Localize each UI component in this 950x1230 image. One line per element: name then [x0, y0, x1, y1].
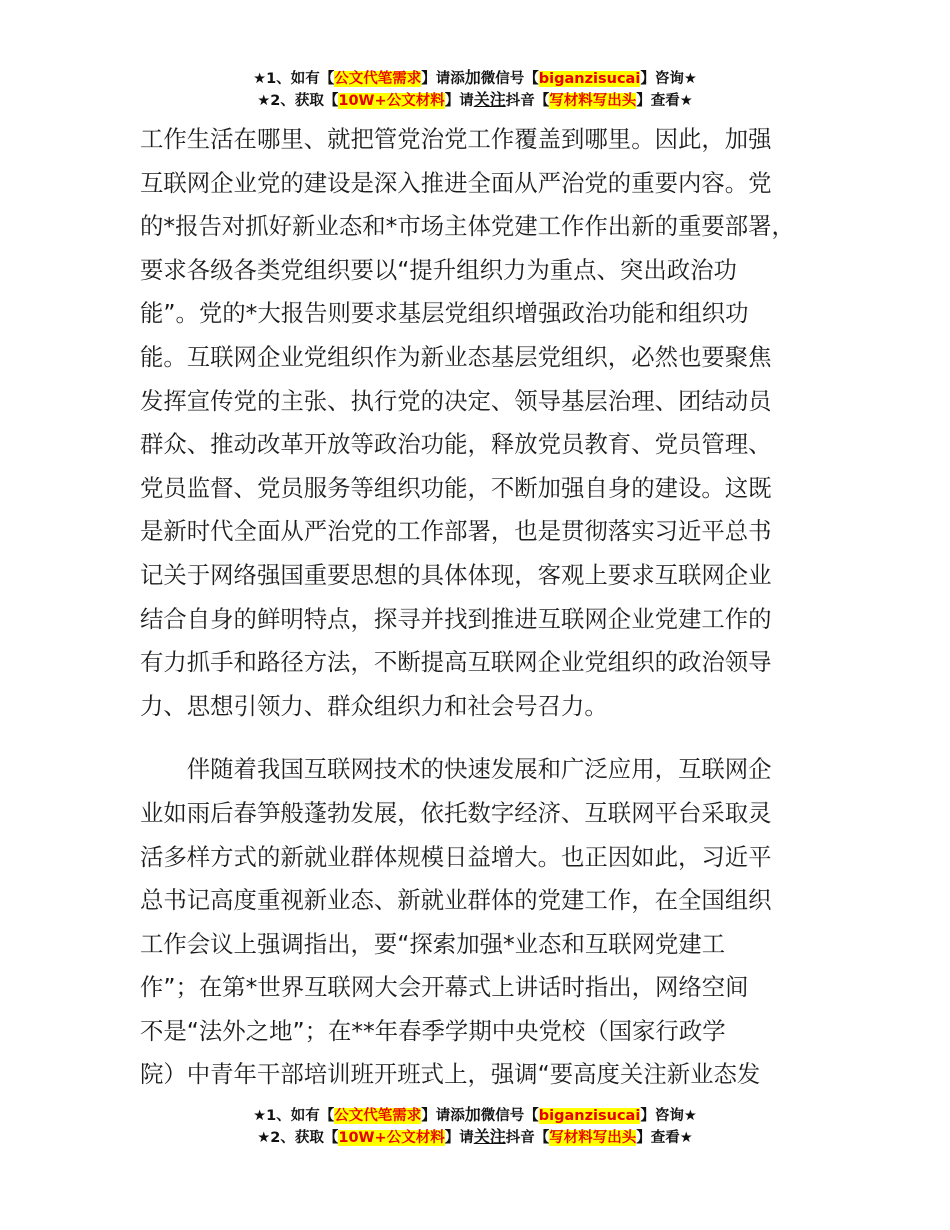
text-line: 有力抓手和路径方法，不断提高互联网企业党组织的政治领导 — [140, 648, 772, 677]
text-line: 互联网企业党的建设是深入推进全面从严治党的重要内容。党 — [140, 168, 772, 197]
text-line: 是新时代全面从严治党的工作部署，也是贯彻落实习近平总书 — [140, 517, 772, 546]
star-icon: ★ — [257, 93, 271, 109]
wechat-id-highlight: biganzisucai — [538, 71, 641, 87]
text-line: 能。互联网企业党组织作为新业态基层党组织，必然也要聚焦 — [140, 342, 772, 371]
star-icon: ★ — [253, 1108, 267, 1124]
text-line: 作”；在第*世界互联网大会开幕式上讲话时指出，网络空间 — [140, 973, 749, 1002]
text-line: 要求各级各类党组织要以“提升组织力为重点、突出政治功 — [140, 255, 737, 284]
text-line: 总书记高度重视新业态、新就业群体的党建工作，在全国组织 — [140, 886, 772, 915]
text-line: 业如雨后春笋般蓬勃发展，依托数字经济、互联网平台采取灵 — [140, 798, 772, 827]
star-icon: ★ — [257, 1130, 271, 1146]
paragraph-2 — [140, 748, 820, 1097]
text-line: 群众、推动改革开放等政治功能，释放党员教育、党员管理、 — [140, 430, 772, 459]
paragraph-gap — [140, 728, 820, 748]
text-line: 的*报告对抓好新业态和*市场主体党建工作作出新的重要部署， — [140, 212, 795, 241]
text-line: 活多样方式的新就业群体规模日益增大。也正因如此，习近平 — [140, 842, 772, 871]
text-line: 伴随着我国互联网技术的快速发展和广泛应用，互联网企 — [140, 755, 772, 784]
document-body — [140, 118, 820, 1097]
ghostwriting-highlight: 公文代笔需求 — [334, 71, 422, 87]
text-line: 工作会议上强调指出，要“探索加强*业态和互联网党建工 — [140, 929, 726, 958]
materials-highlight: 10W+公文材料 — [338, 1130, 445, 1146]
banner-line-1: ★1、如有【公文代笔需求】请添加微信号【biganzisucai】咨询★ — [253, 68, 697, 87]
text-line: 发挥宣传党的主张、执行党的决定、领导基层治理、团结动员 — [140, 386, 772, 415]
banner-line-2: ★2、获取【10W+公文材料】请关注抖音【写材料写出头】查看★ — [257, 90, 693, 109]
text-line: 工作生活在哪里、就把管党治党工作覆盖到哪里。因此，加强 — [140, 125, 772, 153]
text-line: 能”。党的*大报告则要求基层党组织增强政治功能和组织功 — [140, 299, 749, 328]
text-line: 记关于网络强国重要思想的具体体现，客观上要求互联网企业 — [140, 560, 772, 589]
ghostwriting-highlight: 公文代笔需求 — [334, 1108, 422, 1124]
banner-line-1: ★1、如有【公文代笔需求】请添加微信号【biganzisucai】咨询★ — [253, 1105, 697, 1124]
text-line: 结合自身的鲜明特点，探寻并找到推进互联网企业党建工作的 — [140, 604, 772, 633]
wechat-id-highlight: biganzisucai — [538, 1108, 641, 1124]
douyin-account-highlight: 写材料写出头 — [549, 93, 637, 109]
materials-highlight: 10W+公文材料 — [338, 93, 445, 109]
text-line: 党员监督、党员服务等组织功能，不断加强自身的建设。这既 — [140, 473, 772, 502]
text-line: 力、思想引领力、群众组织力和社会号召力。 — [140, 691, 608, 720]
text-line: 院）中青年干部培训班开班式上，强调“要高度关注新业态发 — [140, 1060, 761, 1089]
header-banner — [0, 67, 950, 111]
text-line: 不是“法外之地”；在**年春季学期中央党校（国家行政学 — [140, 1016, 726, 1045]
footer-banner — [0, 1104, 950, 1148]
banner-line-2: ★2、获取【10W+公文材料】请关注抖音【写材料写出头】查看★ — [257, 1127, 693, 1146]
paragraph-1 — [140, 118, 820, 728]
douyin-account-highlight: 写材料写出头 — [549, 1130, 637, 1146]
star-icon: ★ — [253, 71, 267, 87]
